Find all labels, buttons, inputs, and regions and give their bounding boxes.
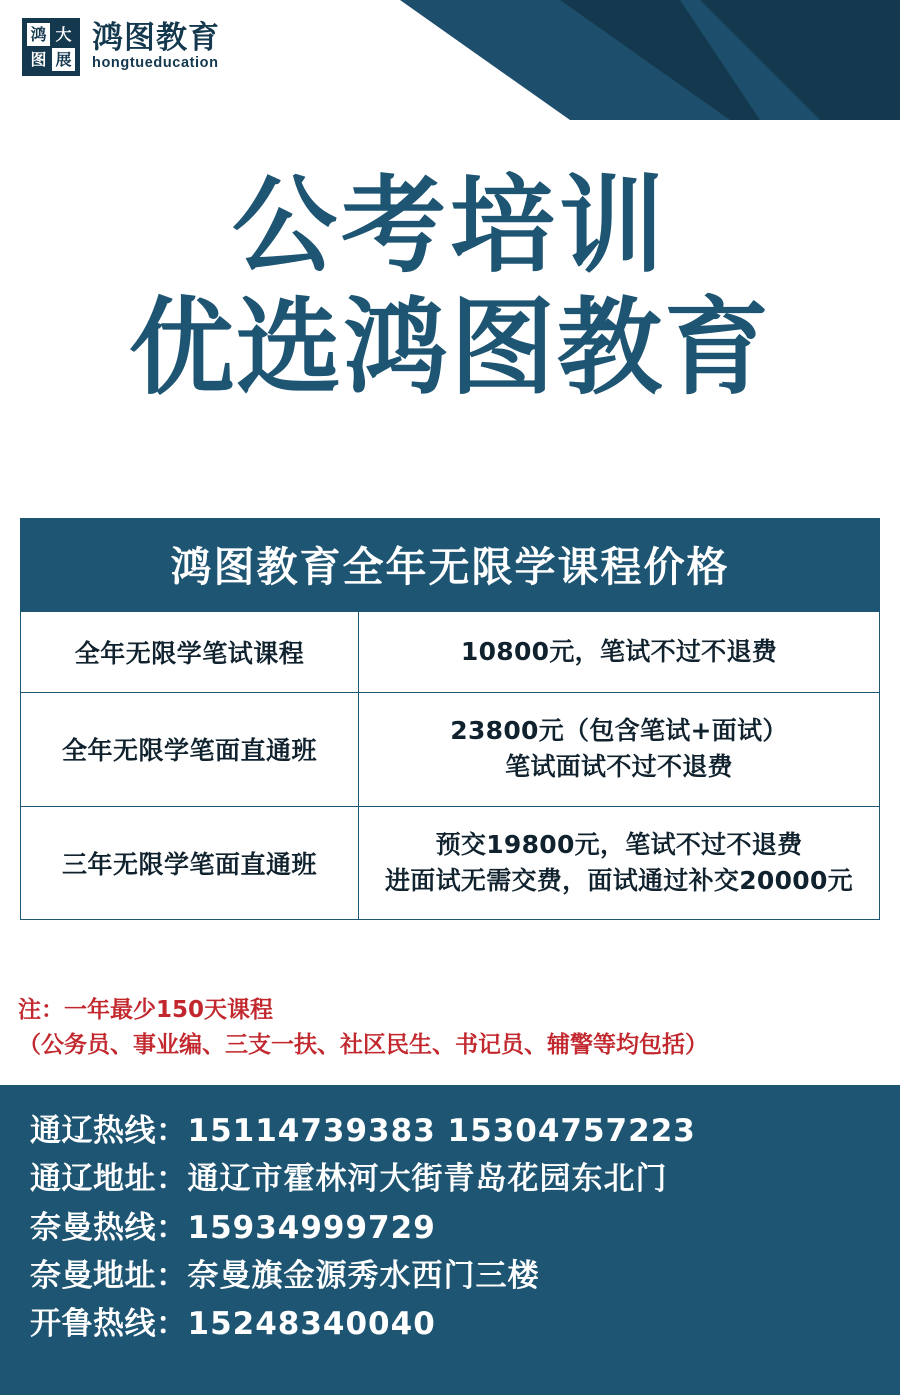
- logo-glyph-3: 图: [27, 48, 50, 71]
- course-name-cell: 全年无限学笔面直通班: [21, 693, 359, 807]
- price-line: 进面试无需交费，面试通过补交20000元: [385, 865, 853, 895]
- logo-seal-icon: [22, 18, 80, 76]
- contact-row-tongliao-phone: [30, 1107, 900, 1155]
- contact-value: 通辽市霍林河大街青岛花园东北门: [187, 1161, 668, 1198]
- brand-logo: [22, 18, 220, 76]
- contact-row-tongliao-address: [30, 1155, 900, 1203]
- table-row: [21, 693, 880, 807]
- headline-line-1: 公考培训: [231, 165, 668, 287]
- price-line: 23800元（包含笔试+面试）: [450, 716, 788, 745]
- price-line: 笔试面试不过不退费: [505, 752, 733, 782]
- brand-names: [92, 22, 220, 72]
- table-row: [21, 612, 880, 693]
- contact-row-naiman-address: [30, 1252, 900, 1300]
- brand-name-cn: 鸿图教育: [92, 20, 220, 57]
- notes-block: [18, 993, 888, 1062]
- price-table-block: [20, 518, 880, 920]
- contact-label: 通辽热线：: [30, 1113, 188, 1149]
- note-line-1: 注：一年最少150天课程: [18, 997, 274, 1023]
- contact-label: 通辽地址：: [30, 1161, 188, 1198]
- price-table: [20, 611, 880, 920]
- contact-row-naiman-phone: [30, 1204, 900, 1252]
- contact-value: 15934999729: [187, 1209, 436, 1246]
- logo-glyph-4: 展: [52, 48, 75, 71]
- page-title: [0, 165, 900, 409]
- brand-name-en: hongtueducation: [92, 54, 219, 71]
- contact-value: 奈曼旗金源秀水西门三楼: [187, 1258, 540, 1295]
- price-table-title: 鸿图教育全年无限学课程价格: [20, 518, 880, 611]
- contact-value: 15248340040: [187, 1306, 436, 1343]
- contact-label: 开鲁热线：: [30, 1306, 188, 1343]
- contact-label: 奈曼热线：: [30, 1209, 188, 1246]
- price-line: 预交19800元，笔试不过不退费: [435, 829, 803, 859]
- headline-line-2: 优选鸿图教育: [128, 286, 771, 409]
- note-line-2: （公务员、事业编、三支一扶、社区民生、书记员、辅警等均包括）: [18, 1031, 708, 1058]
- contact-footer: [0, 1085, 900, 1395]
- course-name-cell: 三年无限学笔面直通班: [21, 806, 359, 920]
- contact-label: 奈曼地址：: [30, 1258, 188, 1295]
- table-row: [21, 806, 880, 920]
- contact-value: 15114739383 15304757223: [187, 1113, 696, 1149]
- contact-row-kailu-phone: [30, 1300, 900, 1348]
- course-price-cell: [359, 806, 880, 920]
- course-name-cell: 全年无限学笔试课程: [21, 612, 359, 693]
- logo-glyph-1: 鸿: [27, 23, 50, 46]
- course-price-cell: [359, 693, 880, 807]
- price-line: 10800元，笔试不过不退费: [460, 636, 778, 666]
- course-price-cell: [359, 612, 880, 693]
- logo-glyph-2: 大: [52, 23, 75, 46]
